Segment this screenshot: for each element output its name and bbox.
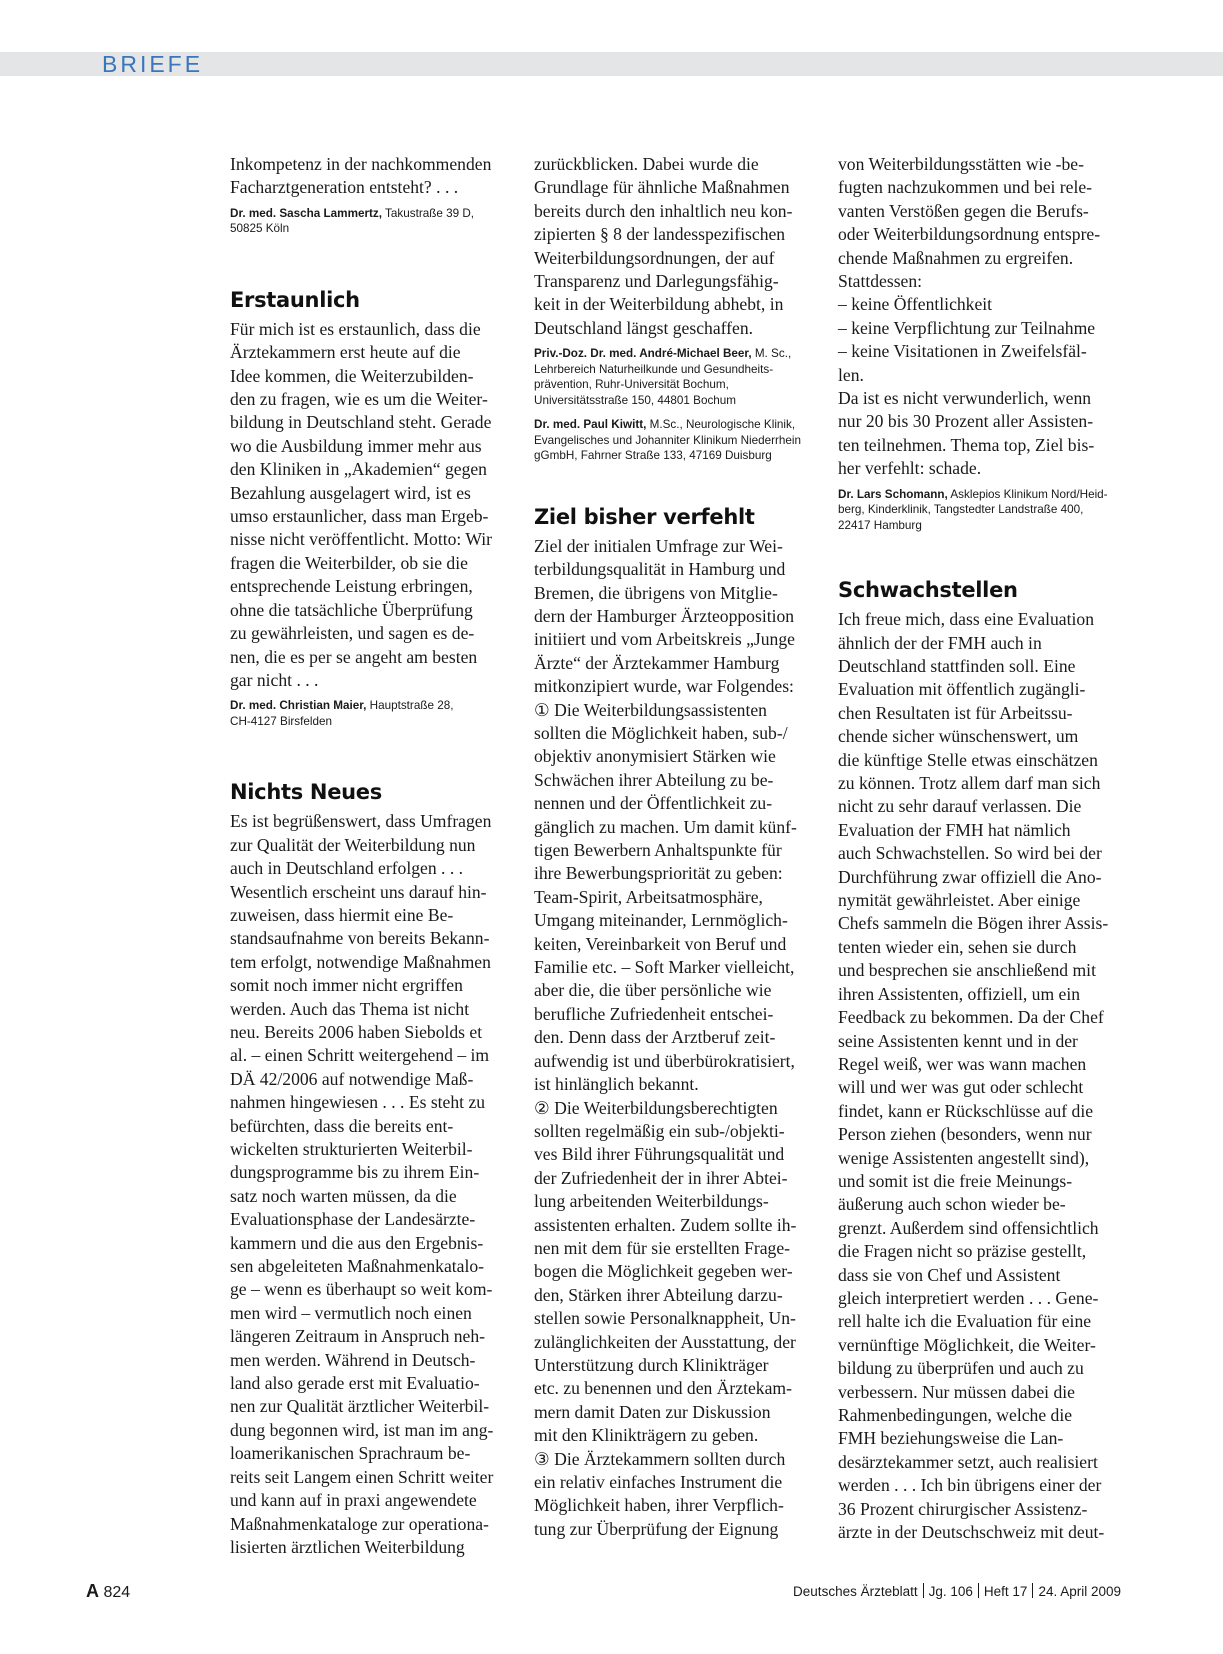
letter-title: Schwachstellen [838,578,1018,603]
text-line: nur 20 bis 30 Prozent aller Assisten- [838,411,1094,432]
journal-date: 24. April 2009 [1038,1584,1121,1599]
text-line: gleich interpretiert werden . . . Gene- [838,1287,1099,1308]
journal-section-letter: A [86,1581,99,1601]
text-line: aber die, die über persönliche wie [534,980,772,1001]
text-line: längeren Zeitraum in Anspruch neh- [230,1326,486,1347]
text-line: Idee kommen, die Weiterzubilden- [230,365,474,386]
text-line: Ich freue mich, dass eine Evaluation [838,609,1094,630]
text-line: chende sicher wünschenswert, um [838,726,1079,747]
text-line: Evaluation der FMH hat nämlich [838,819,1071,840]
text-line: fugten nachzukommen und bei rele- [838,177,1093,198]
signature [534,417,824,464]
text-line: Es ist begrüßenswert, dass Umfragen [230,811,492,832]
letter-intro [230,153,520,200]
text-line: ge – wenn es überhaupt so weit kom- [230,1279,493,1300]
text-line: men werden. Während in Deutsch- [230,1349,476,1370]
text-line: lisierten ärztlichen Weiterbildung [230,1536,465,1557]
text-line: – keine Visitationen in Zweifelsfäl- [838,341,1087,362]
text-line: die Fragen nicht so präzise gestellt, [838,1241,1087,1262]
text-line: verbessern. Nur müssen dabei die [838,1381,1075,1402]
text-line: DÄ 42/2006 auf notwendige Maß- [230,1068,474,1089]
text-line: mitkonzipiert wurde, war Folgendes: [534,676,794,697]
text-line: dass sie von Chef und Assistent [838,1264,1061,1285]
text-line: Unterstützung durch Klinikträger [534,1354,769,1375]
signature [230,698,520,729]
text-line: zulänglichkeiten der Ausstattung, der [534,1331,796,1352]
text-line: Inkompetenz in der nachkommenden [230,154,492,174]
text-line: Weiterbildungsordnungen, der auf [534,247,775,268]
text-line: initiiert und vom Arbeitskreis „Junge [534,629,795,650]
text-line: – keine Verpflichtung zur Teilnahme [838,317,1096,338]
text-line: von Weiterbildungsstätten wie -be- [838,154,1084,174]
text-line: Bremen, die übrigens von Mitglie- [534,582,778,603]
text-line: reits seit Langem einen Schritt weiter [230,1466,494,1487]
text-line: sollten die Möglichkeit haben, sub-/ [534,723,788,743]
text-line: sollten regelmäßig ein sub-/objekti- [534,1120,785,1141]
text-line: berufliche Zufriedenheit entschei- [534,1003,774,1024]
author-address-line: Evangelisches und Johanniter Klinikum Niederrhein [534,433,802,447]
author-address-line: 50825 Köln [230,222,290,236]
text-line: Grundlage für ähnliche Maßnahmen [534,177,790,198]
text-line: al. – einen Schritt weitergehend – im [230,1045,490,1066]
author-name: Dr. med. Sascha Lammertz, [230,206,382,220]
author-name: Priv.-Doz. Dr. med. André-Michael Beer, [534,347,752,361]
author-address: M.Sc., Neurologische Klinik, [646,418,796,432]
text-line: sen abgeleiteten Maßnahmenkatalo- [230,1256,485,1277]
text-line: Bezahlung ausgelagert wird, ist es [230,482,471,503]
text-line: ① Die Weiterbildungsassistenten [534,699,767,720]
letter-title: Ziel bisher verfehlt [534,504,755,529]
text-line: keit in der Weiterbildung abhebt, in [534,294,784,315]
text-line: somit noch immer nicht ergriffen [230,975,463,996]
page-number [86,1581,130,1602]
text-line: vernünftige Möglichkeit, die Weiter- [838,1334,1096,1355]
signature [838,487,1128,534]
text-line: nen zur Qualität ärztlicher Weiterbil- [230,1396,490,1417]
text-line: Familie etc. – Soft Marker vielleicht, [534,957,795,978]
text-line: chen Resultaten ist für Arbeitssu- [838,702,1073,723]
text-line: nen, die es per se angeht am besten [230,646,478,667]
letter-body [534,535,824,1541]
text-line: Durchführung zwar offiziell die Ano- [838,866,1102,887]
text-line: Ärzte“ der Ärztekammer Hamburg [534,652,780,673]
journal-volume: Jg. 106 [928,1584,973,1599]
text-line: auch in Deutschland erfolgen . . . [230,858,464,879]
text-line: terbildungsqualität in Hamburg und [534,559,786,580]
text-line: zurückblicken. Dabei wurde die [534,154,759,174]
text-line: befürchten, dass die bereits ent- [230,1115,454,1136]
text-line: satz noch warten müssen, da die [230,1185,457,1206]
text-line: 36 Prozent chirurgischer Assistenz- [838,1498,1088,1519]
text-line: Umgang miteinander, Lernmöglich- [534,910,788,931]
column-3 [838,153,1128,1544]
text-line: mern damit Daten zur Diskussion [534,1401,771,1422]
column-2 [534,153,824,1541]
text-line: den, Stärken ihrer Abteilung darzu- [534,1284,783,1305]
text-line: wickelten strukturierten Weiterbil- [230,1139,473,1159]
text-line: bereits durch den inhaltlich neu kon- [534,200,793,221]
text-line: äußerung auch schon wieder be- [838,1194,1066,1215]
text-line: wenige Assistenten angestellt sind), [838,1147,1090,1168]
text-line: den Kliniken in „Akademien“ gegen [230,459,487,480]
text-line: oder Weiterbildungsordnung entspre- [838,224,1101,245]
text-line: umso erstaunlicher, dass man Ergeb- [230,506,489,527]
letter-body [230,318,520,693]
author-address-line: prävention, Ruhr-Universität Bochum, [534,378,729,392]
text-line: Wesentlich erscheint uns darauf hin- [230,881,487,902]
text-line: zur Qualität der Weiterbildung nun [230,834,476,855]
text-line: chende Maßnahmen zu ergreifen. [838,247,1074,268]
text-line: auch Schwachstellen. So wird bei der [838,843,1102,864]
text-line: Evaluationsphase der Landesärzte- [230,1209,476,1230]
text-line: ③ Die Ärztekammern sollten durch [534,1448,786,1469]
text-line: kammern und die aus den Ergebnis- [230,1232,484,1253]
text-line: bildung in Deutschland steht. Gerade [230,412,492,433]
letter-title: Nichts Neues [230,780,382,805]
column-1 [230,153,520,1559]
text-line: Evaluation mit öffentlich zugängli- [838,679,1086,700]
text-line: zu gewährleisten, und sagen es de- [230,623,475,644]
text-line: Person ziehen (besonders, wenn nur [838,1124,1092,1145]
text-line: wo die Ausbildung immer mehr aus [230,435,482,456]
text-line: lung arbeitenden Weiterbildungs- [534,1191,769,1212]
text-line: gar nicht . . . [230,669,319,690]
text-line: assistenten erhalten. Zudem sollte ih- [534,1214,797,1235]
text-line: land also gerade erst mit Evaluatio- [230,1373,480,1394]
text-line: nen mit dem für sie erstellten Frage- [534,1237,791,1258]
text-line: entsprechende Leistung erbringen, [230,576,473,597]
journal-info [793,1583,1121,1599]
text-line: ein relativ einfaches Instrument die [534,1472,783,1492]
author-name: Dr. med. Christian Maier, [230,699,367,713]
text-line: Chefs sammeln die Bögen ihrer Assis- [838,913,1109,934]
text-line: bogen die Möglichkeit gegeben wer- [534,1261,793,1282]
text-line: len. [838,364,864,385]
text-line: werden . . . Ich bin übrigens einer der [838,1475,1102,1496]
text-line: etc. zu benennen und den Ärztekam- [534,1378,792,1399]
text-line: ähnlich der der FMH auch in [838,632,1042,653]
text-line: Deutschland längst geschaffen. [534,317,754,338]
author-address-line: berg, Kinderklinik, Tangstedter Landstraße 400, [838,503,1084,517]
author-address-line: CH-4127 Birsfelden [230,714,332,728]
text-line: Maßnahmenkataloge zur operationa- [230,1513,489,1534]
text-line: – keine Öffentlichkeit [838,294,993,315]
text-line: den zu fragen, wie es um die Weiter- [230,389,488,410]
text-line: und somit ist die freie Meinungs- [838,1170,1073,1191]
text-line: tigen Bewerbern Anhaltspunkte für [534,840,782,861]
text-line: will und wer was gut oder schlecht [838,1077,1084,1098]
text-line: loamerikanischen Sprachraum be- [230,1443,471,1464]
text-line: Schwächen ihrer Abteilung zu be- [534,769,774,790]
text-line: rell halte ich die Evaluation für eine [838,1311,1092,1332]
text-line: dern der Hamburger Ärzteopposition [534,605,795,626]
author-name: Dr. med. Paul Kiwitt, [534,418,647,432]
text-line: ② Die Weiterbildungsberechtigten [534,1097,778,1118]
letter-body [230,810,520,1559]
text-line: objektiv anonymisiert Stärken wie [534,746,776,767]
text-line: Regel weiß, wer was wann machen [838,1053,1087,1074]
text-line: men wird – vermutlich noch einen [230,1302,472,1323]
text-line: Rahmenbedingungen, welche die [838,1405,1073,1425]
text-line: Transparenz und Darlegungsfähig- [534,271,779,292]
text-line: vanten Verstößen gegen die Berufs- [838,200,1089,221]
text-line: ves Bild ihrer Führungsqualität und [534,1144,785,1165]
text-line: zuweisen, dass hiermit eine Be- [230,904,454,925]
text-line: neu. Bereits 2006 haben Siebolds et [230,1021,483,1042]
author-address-line: Universitätsstraße 150, 44801 Bochum [534,393,737,407]
text-line: Für mich ist es erstaunlich, dass die [230,318,481,339]
journal-name: Deutsches Ärzteblatt [793,1584,918,1599]
text-line: ist hinlänglich bekannt. [534,1074,699,1095]
text-line: nicht zu sehr darauf verlassen. Die [838,796,1082,817]
author-address: Takustraße 39 D, [382,206,475,220]
text-line: ten teilnehmen. Thema top, Ziel bis- [838,434,1095,455]
author-address: Hauptstraße 28, [366,699,454,713]
text-line: tenten wieder ein, sehen sie durch [838,936,1077,957]
author-address-line: 22417 Hamburg [838,518,922,532]
text-line: ohne die tatsächliche Überprüfung [230,599,473,620]
text-line: her verfehlt: schade. [838,458,982,479]
text-line: dungsprogramme bis zu ihrem Ein- [230,1162,480,1183]
text-line: und besprechen sie anschließend mit [838,960,1096,981]
text-line: zipierten § 8 der landesspezifischen [534,224,786,245]
text-line: stellen sowie Personalknappheit, Un- [534,1308,796,1329]
text-line: Deutschland stattfinden soll. Eine [838,656,1076,676]
text-line: tung zur Überprüfung der Eignung [534,1518,779,1539]
text-line: werden. Auch das Thema ist nicht [230,998,470,1019]
text-line: keiten, Vereinbarkeit von Beruf und [534,933,787,954]
letter-body [838,608,1128,1544]
text-line: Ziel der initialen Umfrage zur Wei- [534,535,783,556]
text-line: dung begonnen wird, ist man im ang- [230,1419,494,1440]
text-line: seine Assistenten kennt und in der [838,1030,1078,1051]
text-line: der Zufriedenheit der in ihrer Abtei- [534,1167,788,1188]
text-line: mit den Klinikträgern zu geben. [534,1425,759,1446]
text-line: tem erfolgt, notwendige Maßnahmen [230,951,491,972]
text-line: grenzt. Außerdem sind offensichtlich [838,1217,1099,1238]
text-line: desärztekammer setzt, auch realisiert [838,1451,1098,1472]
text-line: ihren Assistenten, offiziell, um ein [838,983,1081,1004]
text-line: Ärztekammern erst heute auf die [230,342,461,363]
text-line: FMH beziehungsweise die Lan- [838,1428,1064,1449]
text-line: fragen die Weiterbilder, ob sie die [230,552,468,573]
text-line: Möglichkeit haben, ihrer Verpflich- [534,1495,784,1516]
text-line: standsaufnahme von bereits Bekann- [230,928,490,949]
text-line: ärzte in der Deutschschweiz mit deut- [838,1522,1105,1543]
author-address-line: Lehrbereich Naturheilkunde und Gesundheits- [534,362,774,376]
author-address-line: gGmbH, Fahrner Straße 133, 47169 Duisburg [534,449,772,463]
text-line: Feedback zu bekommen. Da der Chef [838,1007,1104,1028]
text-line: Da ist es nicht verwunderlich, wenn [838,388,1092,409]
journal-issue: Heft 17 [983,1584,1028,1599]
letter-body [838,153,1128,481]
text-line: nennen und der Öffentlichkeit zu- [534,793,773,814]
text-line: und kann auf in praxi angewendete [230,1490,477,1511]
text-line: nahmen hingewiesen . . . Es steht zu [230,1092,486,1113]
text-line: aufwendig ist und überbürokratisiert, [534,1050,795,1071]
author-address: M. Sc., [751,347,792,361]
text-line: nisse nicht veröffentlicht. Motto: Wir [230,529,493,550]
signature [534,346,824,408]
page-number-value: 824 [103,1584,131,1601]
text-line: ihre Bewerbungspriorität zu geben: [534,863,783,884]
letter-body [534,153,824,340]
text-line: Team-Spirit, Arbeitsatmosphäre, [534,886,763,907]
text-line: Facharztgeneration entsteht? . . . [230,177,459,198]
signature [230,206,520,237]
text-line: bildung zu überprüfen und auch zu [838,1358,1084,1379]
letter-title: Erstaunlich [230,287,360,312]
author-address: Asklepios Klinikum Nord/Heid- [947,487,1108,501]
text-line: gänglich zu machen. Um damit künf- [534,816,797,837]
text-line: die künftige Stelle etwas einschätzen [838,749,1098,770]
text-line: Stattdessen: [838,271,923,292]
section-label: BRIEFE [102,51,204,77]
author-name: Dr. Lars Schomann, [838,487,948,501]
text-line: findet, kann er Rückschlüsse auf die [838,1100,1094,1121]
text-line: den. Denn dass der Arztberuf zeit- [534,1027,776,1048]
text-line: zu können. Trotz allem darf man sich [838,773,1101,794]
text-line: nymität gewährleistet. Aber einige [838,890,1081,911]
